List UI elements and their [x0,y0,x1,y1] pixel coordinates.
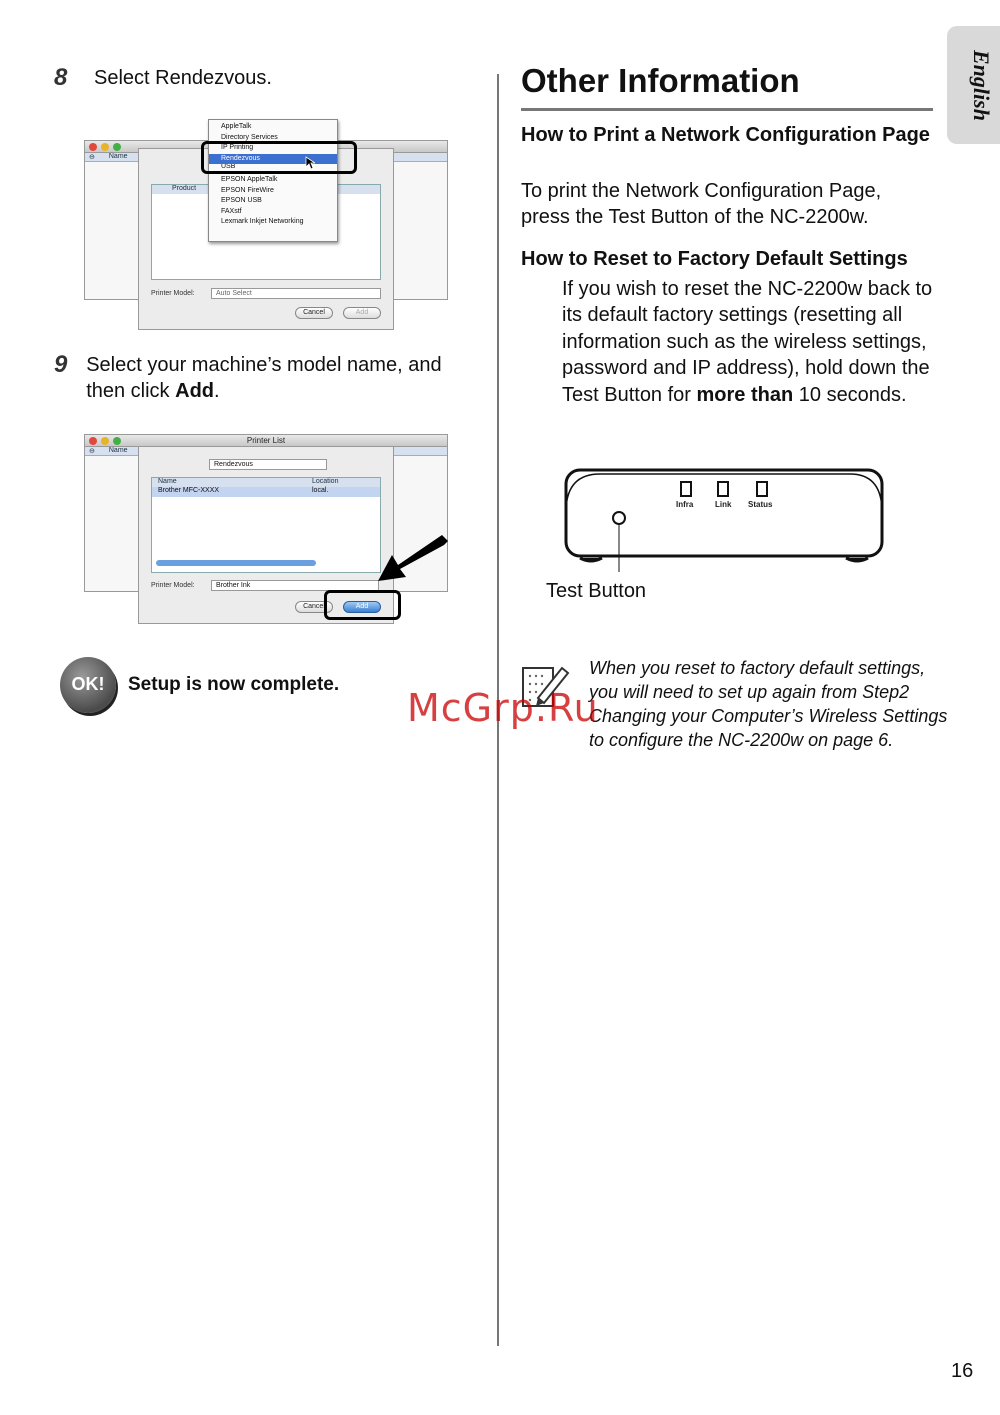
title-rule [521,108,933,111]
printer-model-label: Printer Model: [151,290,195,297]
printer-model-select[interactable]: Brother Ink [211,580,379,591]
delete-icon: ⊖ [89,448,95,455]
add-button-callout [324,590,401,620]
add-button[interactable]: Add [343,307,381,319]
column-name: Name [108,153,128,160]
row-name: Brother MFC-XXXX [158,487,220,494]
menu-item-ip-printing[interactable]: IP Printing [221,144,254,151]
printer-model-label: Printer Model: [151,582,195,589]
section-title: Other Information [521,62,800,99]
ok-badge-text: OK! [71,674,105,694]
menu-item-appletalk[interactable]: AppleTalk [221,123,252,130]
row-location: local. [312,487,329,494]
column-name: Name [108,447,128,454]
watermark: McGrp.Ru [407,686,599,730]
delete-icon: ⊖ [89,154,95,161]
menu-item-epson-firewire[interactable]: EPSON FireWire [221,186,274,194]
step-text: Select Rendezvous. [94,67,272,89]
list-header [152,478,380,487]
test-button-icon [613,512,625,524]
status-led-icon [757,482,767,496]
step-number: 8 [54,64,68,91]
note-text: When you reset to factory default settings, you will need to set up again from Step2 Changing your Computer’s Wireless Settings to configure the NC-2200w on page 6. [589,658,948,750]
list-header-name: Name [158,478,177,485]
menu-item-directory-services[interactable]: Directory Services [221,133,278,141]
printer-list-box [151,477,381,573]
pointing-arrow-icon [376,535,450,585]
menu-item-epson-usb[interactable]: EPSON USB [221,197,262,204]
rendezvous-callout [201,141,357,174]
reset-body-main: If you wish to reset the NC-2200w back to its default factory settings (resetting all information such as the wireless settings, password and IP address), hold down the Test Button for [562,278,933,406]
close-icon [89,143,97,151]
connection-type-menu [208,119,338,242]
cancel-button[interactable]: Cancel [295,307,333,319]
step-8 [54,65,484,91]
step-text-main: Select your machine’s model name, and then click [86,354,442,402]
infra-led-icon [681,482,691,496]
language-label: English [969,49,994,121]
menu-item-epson-appletalk[interactable]: EPSON AppleTalk [221,176,278,183]
menu-item-faxstf[interactable]: FAXstf [221,207,242,215]
table-row[interactable] [152,487,380,497]
reset-heading: How to Reset to Factory Default Settings [521,248,908,270]
led-label-status: Status [748,500,773,509]
step-number: 9 [54,351,68,378]
cancel-button[interactable]: Cancel [295,601,333,613]
reset-body-end: 10 seconds. [793,383,907,406]
test-button-label: Test Button [546,580,647,602]
connection-type-select[interactable]: Rendezvous [209,459,327,470]
add-button[interactable]: Add [343,601,381,613]
page-number: 16 [951,1360,974,1382]
window-title: Printer List [246,436,286,445]
menu-item-usb[interactable]: USB [221,164,236,170]
step-9 [54,352,484,404]
ok-badge [60,657,116,713]
menu-item-lexmark[interactable]: Lexmark Inkjet Networking [221,218,304,225]
link-led-icon [718,482,728,496]
zoom-icon [113,143,121,151]
step-text-bold: Add [175,380,215,402]
mouse-pointer-icon [305,156,315,170]
setup-complete-text: Setup is now complete. [128,674,340,695]
led-label-infra: Infra [676,500,694,509]
reset-body-bold: more than [696,383,794,406]
list-header-location: Location [312,478,339,485]
menu-item-rendezvous[interactable]: Rendezvous [209,154,337,165]
column-product: Product [152,185,380,194]
step-text [86,352,484,404]
minimize-icon [101,143,109,151]
printer-model-select[interactable]: Auto Select [211,288,381,299]
reset-body [562,276,952,408]
print-config-body: To print the Network Configuration Page, press the Test Button of the NC-2200w. [521,180,882,229]
step-text-end: . [214,380,220,402]
nc2200w-device-illustration [560,462,890,572]
led-label-link: Link [715,500,732,509]
print-config-heading: How to Print a Network Configuration Page [521,124,930,146]
horizontal-scrollbar[interactable] [156,560,316,566]
